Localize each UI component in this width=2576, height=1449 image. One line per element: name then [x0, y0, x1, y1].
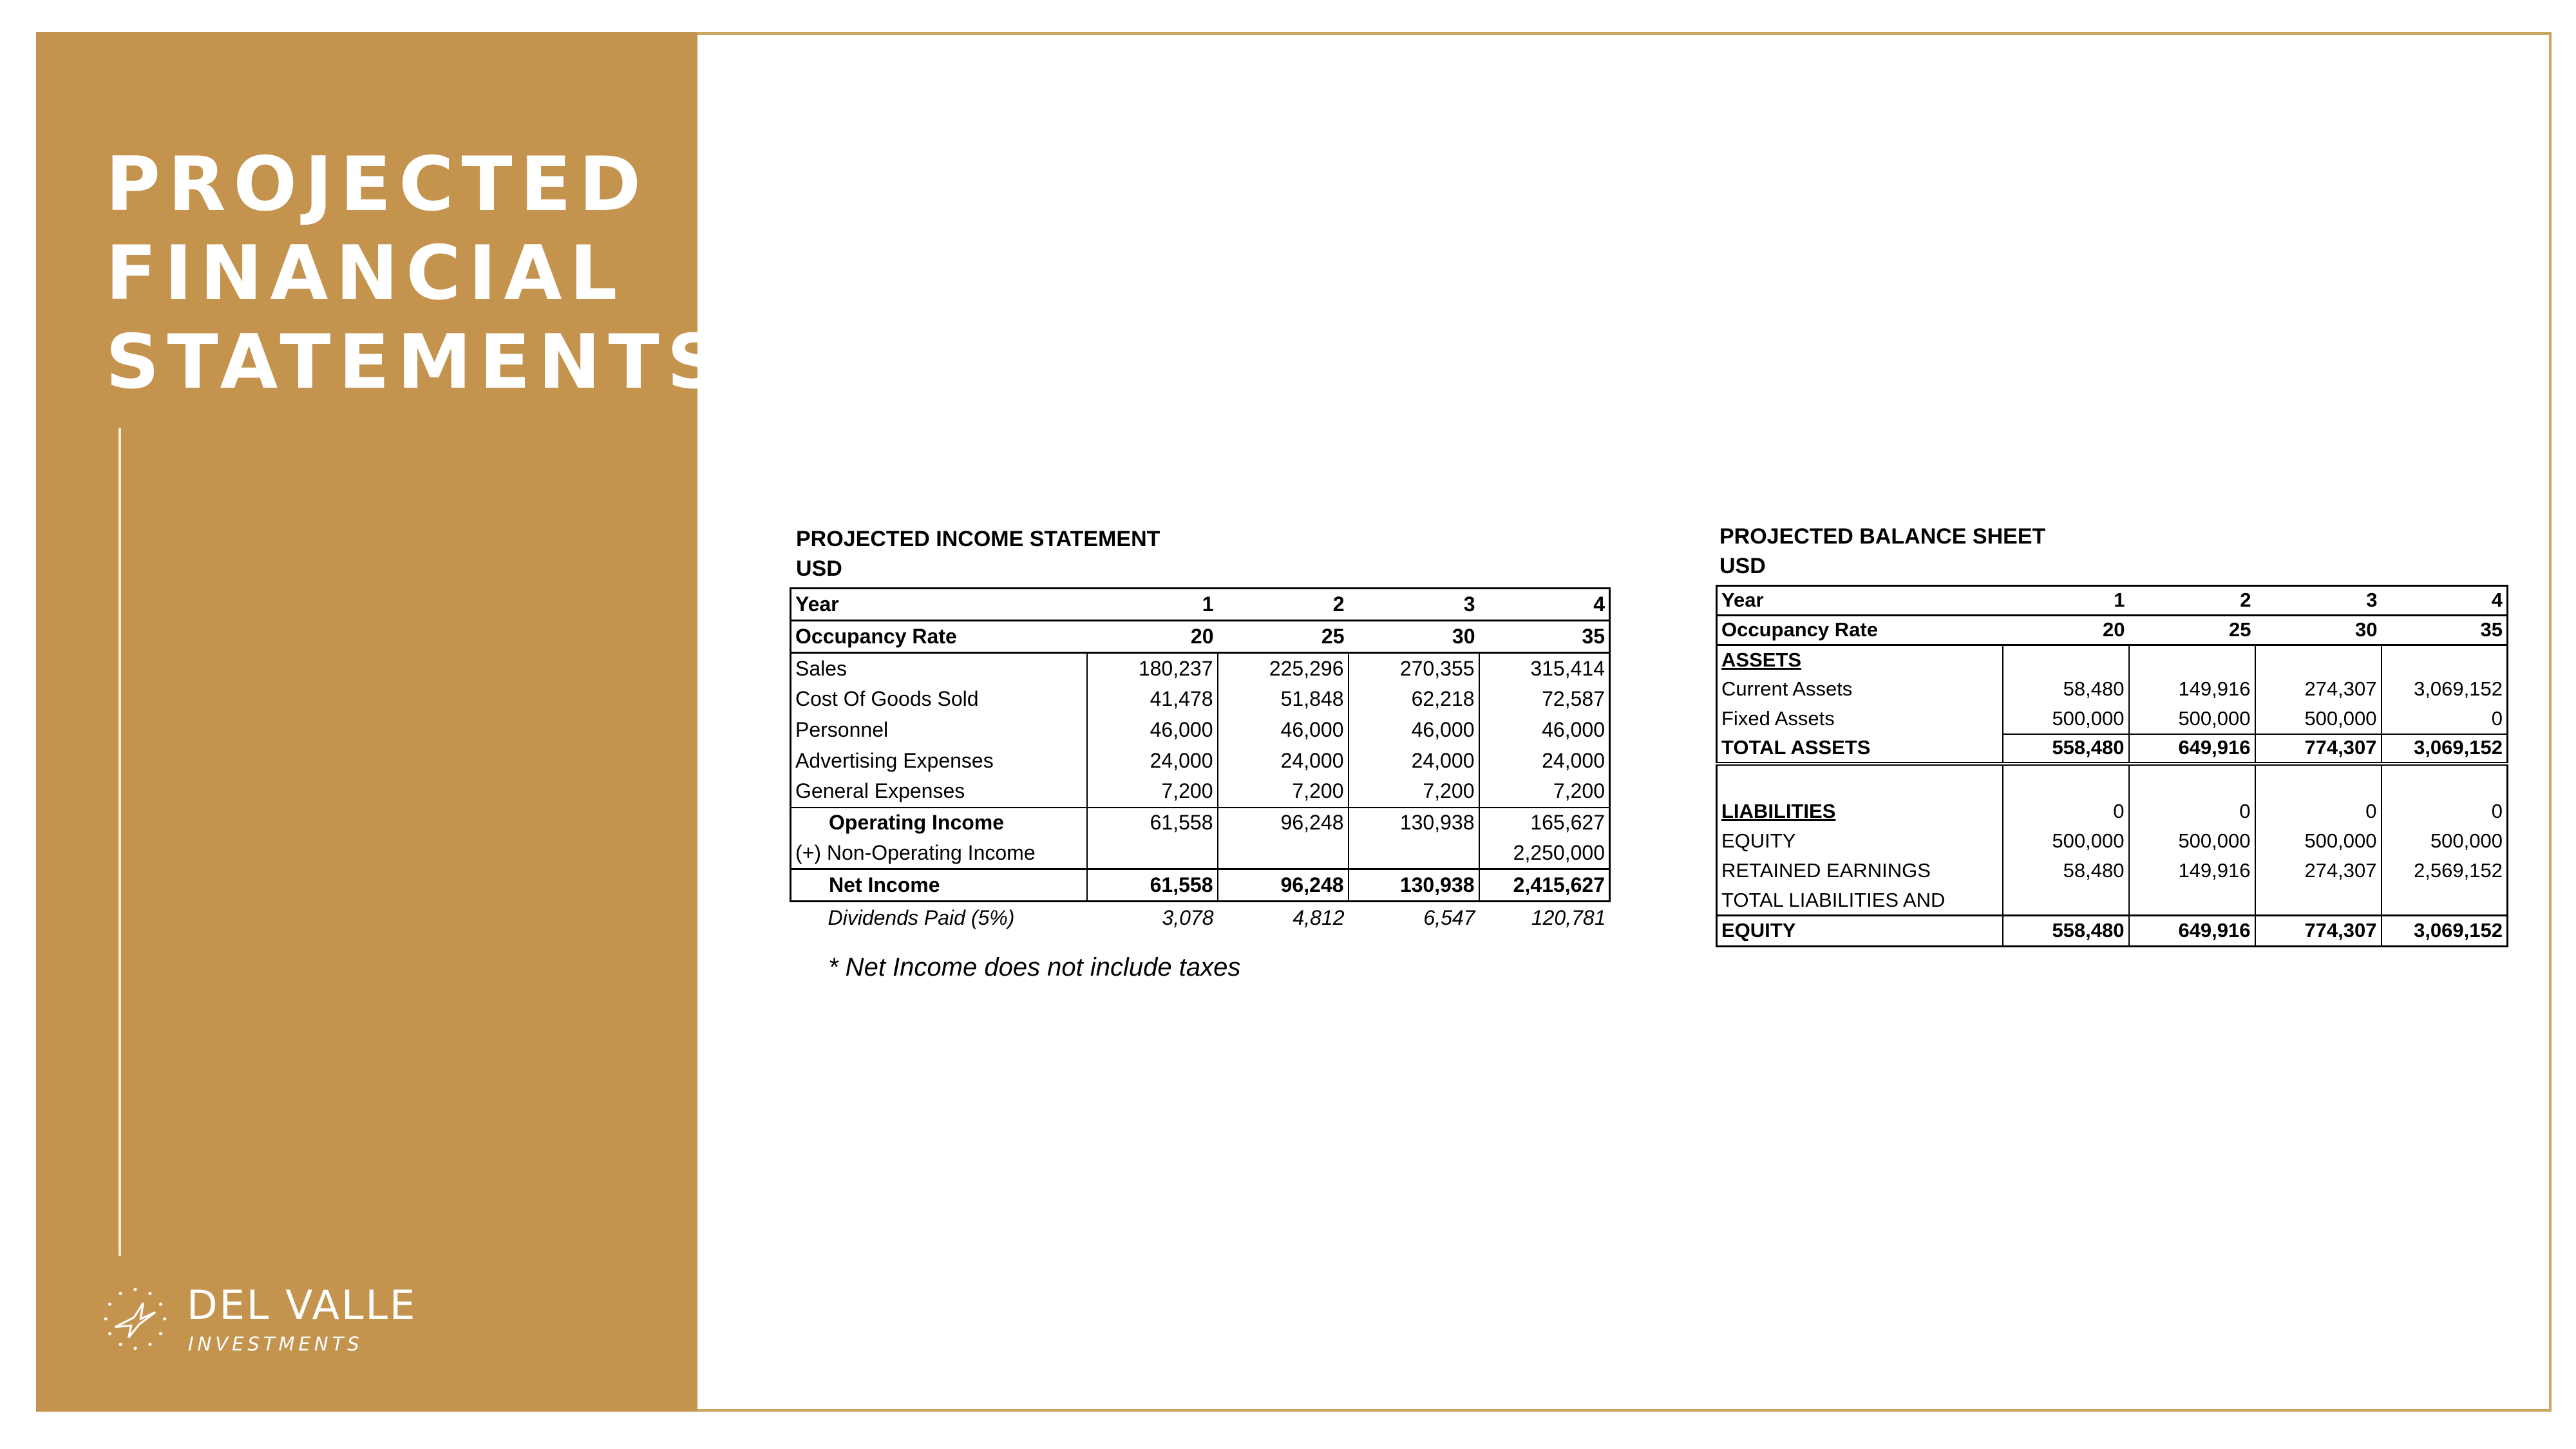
balance-row-label: EQUITY — [1717, 827, 2003, 857]
income-cell: 130,938 — [1349, 869, 1479, 902]
income-occupancy-4: 35 — [1582, 624, 1605, 648]
balance-assets-header-row — [1717, 645, 2508, 675]
balance-row — [1717, 705, 2508, 734]
balance-row-label: RETAINED EARNINGS — [1717, 857, 2003, 886]
balance-cell: 149,916 — [2129, 675, 2255, 705]
slide-title — [106, 140, 728, 407]
balance-cell: 500,000 — [2003, 705, 2129, 734]
balance-row — [1717, 827, 2508, 857]
income-row — [791, 777, 1610, 808]
income-statement-currency: USD — [796, 556, 842, 581]
balance-cell: 649,916 — [2129, 916, 2255, 947]
income-cell: 6,547 — [1423, 905, 1475, 929]
balance-row-label: TOTAL LIABILITIES AND — [1717, 886, 2003, 916]
income-cell — [1218, 838, 1349, 869]
income-cell: 46,000 — [1218, 715, 1349, 746]
balance-cell: 0 — [2491, 706, 2503, 730]
balance-row — [1717, 797, 2508, 827]
balance-spacer-row — [1717, 764, 2508, 797]
hummingbird-logo-icon — [102, 1285, 169, 1352]
balance-cell: 500,000 — [2129, 827, 2255, 857]
income-cell: 62,218 — [1349, 684, 1479, 715]
income-operating-row — [791, 808, 1610, 838]
income-row-label: Net Income — [791, 869, 1087, 902]
balance-occupancy-1: 20 — [2103, 618, 2125, 641]
balance-row-label: Current Assets — [1717, 675, 2003, 705]
balance-cell: 500,000 — [2129, 705, 2255, 734]
balance-cell: 558,480 — [2003, 734, 2129, 764]
balance-row — [1717, 675, 2508, 705]
title-line-1: PROJECTED — [106, 141, 649, 228]
income-year-label: Year — [795, 592, 839, 616]
balance-row-label: TOTAL ASSETS — [1717, 734, 2003, 764]
balance-cell: 558,480 — [2003, 916, 2129, 947]
income-cell: 165,627 — [1530, 811, 1605, 835]
balance-cell: 274,307 — [2255, 675, 2382, 705]
balance-cell: 58,480 — [2003, 857, 2129, 886]
income-row-label: (+) Non-Operating Income — [791, 838, 1087, 869]
balance-occupancy-2: 25 — [2229, 618, 2251, 641]
balance-total-assets-row — [1717, 734, 2508, 764]
income-cell: 72,587 — [1542, 687, 1605, 710]
income-cell: 96,248 — [1218, 808, 1349, 838]
balance-row — [1717, 886, 2508, 916]
balance-year-2: 2 — [2240, 589, 2251, 612]
title-line-2: FINANCIAL — [106, 230, 625, 317]
income-cell: 270,355 — [1349, 653, 1479, 684]
income-cell: 2,250,000 — [1513, 841, 1605, 865]
income-cell: 24,000 — [1218, 746, 1349, 777]
balance-occupancy-3: 30 — [2355, 618, 2378, 641]
income-cell: 24,000 — [1542, 748, 1605, 772]
income-cell: 120,781 — [1531, 905, 1606, 929]
balance-row — [1717, 857, 2508, 886]
income-year-2: 2 — [1332, 592, 1345, 616]
balance-cell: 500,000 — [2430, 829, 2503, 853]
balance-year-1: 1 — [2114, 589, 2125, 612]
income-row-label: Cost Of Goods Sold — [791, 684, 1087, 715]
balance-cell: 500,000 — [2003, 827, 2129, 857]
balance-row-label: EQUITY — [1717, 916, 2003, 947]
balance-cell: 58,480 — [2003, 675, 2129, 705]
income-occupancy-row — [791, 621, 1610, 653]
balance-year-3: 3 — [2366, 589, 2378, 612]
income-footnote: * Net Income does not include taxes — [828, 953, 1241, 981]
income-cell: 180,237 — [1087, 653, 1218, 684]
balance-sheet-title: PROJECTED BALANCE SHEET — [1719, 524, 2046, 549]
income-year-1: 1 — [1202, 592, 1214, 616]
balance-sheet-currency: USD — [1719, 554, 1766, 578]
sidebar-divider — [118, 428, 121, 1256]
income-cell: 61,558 — [1087, 808, 1218, 838]
income-row-label: Advertising Expenses — [791, 746, 1087, 777]
balance-cell: 774,307 — [2255, 734, 2382, 764]
balance-cell: 2,569,152 — [2414, 859, 2503, 882]
income-cell: 46,000 — [1542, 717, 1605, 741]
income-occupancy-1: 20 — [1190, 624, 1214, 648]
balance-occupancy-4: 35 — [2480, 618, 2503, 641]
income-net-row — [791, 869, 1610, 902]
income-row-label: Sales — [791, 653, 1087, 684]
balance-cell: 0 — [2003, 797, 2129, 827]
balance-cell: 149,916 — [2129, 857, 2255, 886]
income-statement-table — [790, 587, 1611, 934]
balance-row-label: Fixed Assets — [1717, 705, 2003, 734]
income-cell: 3,078 — [1162, 905, 1214, 929]
income-cell: 24,000 — [1087, 746, 1218, 777]
income-occupancy-label: Occupancy Rate — [795, 624, 957, 648]
balance-sheet-table — [1716, 585, 2508, 947]
income-cell: 51,848 — [1218, 684, 1349, 715]
balance-occupancy-label: Occupancy Rate — [1721, 618, 1878, 641]
balance-year-row — [1717, 586, 2508, 616]
balance-cell: 500,000 — [2255, 827, 2382, 857]
income-cell: 7,200 — [1553, 779, 1605, 803]
income-occupancy-3: 30 — [1452, 624, 1475, 648]
balance-cell: 774,307 — [2255, 916, 2382, 947]
balance-cell: 3,069,152 — [2414, 919, 2503, 942]
income-cell: 24,000 — [1349, 746, 1479, 777]
income-year-row — [791, 589, 1610, 621]
balance-year-label: Year — [1721, 589, 1764, 612]
income-cell: 315,414 — [1530, 656, 1605, 680]
income-cell: 7,200 — [1349, 777, 1479, 808]
income-dividends-row — [791, 902, 1610, 934]
income-cell — [1087, 838, 1218, 869]
income-cell: 2,415,627 — [1513, 873, 1605, 896]
income-row — [791, 838, 1610, 869]
income-occupancy-2: 25 — [1321, 624, 1345, 648]
balance-cell: 0 — [2491, 800, 2503, 823]
balance-cell: 3,069,152 — [2414, 677, 2503, 701]
title-line-3: STATEMENTS — [106, 319, 729, 406]
balance-year-4: 4 — [2491, 589, 2503, 612]
income-cell: 46,000 — [1349, 715, 1479, 746]
income-year-4: 4 — [1593, 592, 1605, 616]
income-cell — [1349, 838, 1479, 869]
income-cell: 96,248 — [1218, 869, 1349, 902]
income-cell: 130,938 — [1349, 808, 1479, 838]
brand-subtitle: INVESTMENTS — [188, 1333, 363, 1355]
brand-name: DEL VALLE — [187, 1282, 417, 1329]
balance-cell: 500,000 — [2255, 705, 2382, 734]
assets-section-label: ASSETS — [1717, 645, 2003, 675]
balance-cell: 274,307 — [2255, 857, 2382, 886]
income-row — [791, 715, 1610, 746]
income-cell: 4,812 — [1293, 905, 1345, 929]
income-row — [791, 746, 1610, 777]
income-cell: 7,200 — [1218, 777, 1349, 808]
balance-cell: 0 — [2129, 797, 2255, 827]
income-cell: 7,200 — [1087, 777, 1218, 808]
balance-cell: 3,069,152 — [2382, 734, 2508, 764]
income-row — [791, 653, 1610, 684]
income-row-label: Dividends Paid (5%) — [828, 905, 1015, 929]
income-row-label: General Expenses — [791, 777, 1087, 808]
income-row-label: Personnel — [791, 715, 1087, 746]
income-cell: 61,558 — [1087, 869, 1218, 902]
balance-occupancy-row — [1717, 616, 2508, 645]
income-row — [791, 684, 1610, 715]
income-cell: 225,296 — [1218, 653, 1349, 684]
income-cell: 41,478 — [1087, 684, 1218, 715]
income-row-label: Operating Income — [791, 808, 1087, 838]
income-statement-title: PROJECTED INCOME STATEMENT — [796, 527, 1160, 551]
income-cell: 46,000 — [1087, 715, 1218, 746]
liabilities-section-label: LIABILITIES — [1717, 797, 2003, 827]
balance-total-le-row — [1717, 916, 2508, 947]
balance-cell: 649,916 — [2129, 734, 2255, 764]
income-year-3: 3 — [1463, 592, 1475, 616]
balance-cell: 0 — [2255, 797, 2382, 827]
